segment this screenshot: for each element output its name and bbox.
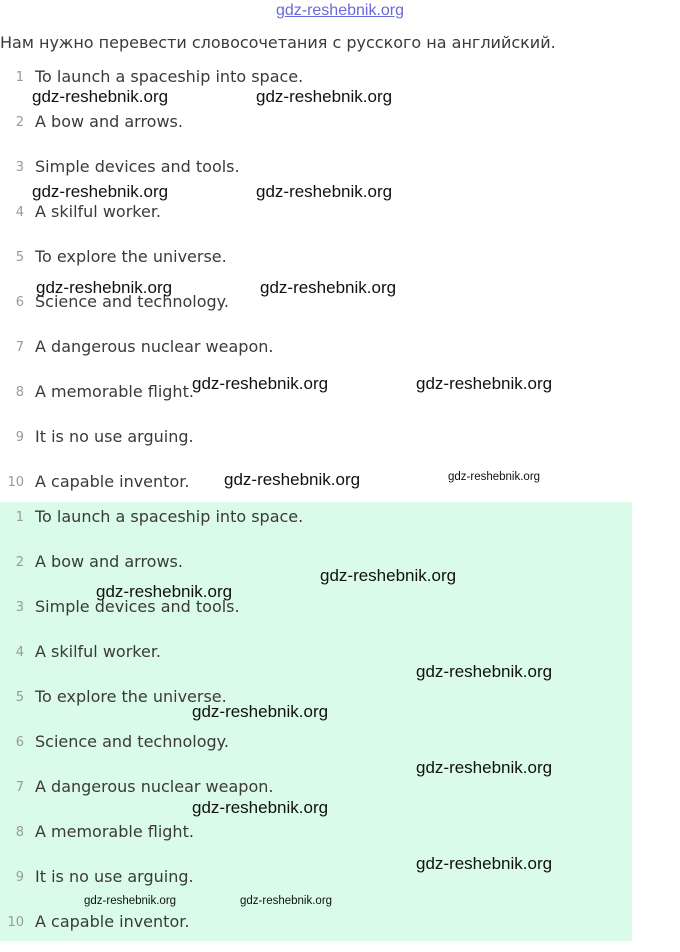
item-text: It is no use arguing. [35, 867, 194, 886]
watermark-text: gdz-reshebnik.org [32, 182, 169, 201]
item-text: A skilful worker. [35, 642, 162, 661]
item-number: 6 [15, 295, 24, 310]
item-text: Simple devices and tools. [35, 597, 240, 616]
item-number: 4 [15, 645, 24, 660]
item-text: Science and technology. [35, 732, 229, 751]
watermark-text: gdz-reshebnik.org [96, 582, 233, 601]
item-text: A bow and arrows. [35, 112, 183, 131]
item-text: Science and technology. [35, 292, 229, 311]
item-text: A bow and arrows. [35, 552, 183, 571]
watermark-text: gdz-reshebnik.org [260, 278, 397, 297]
list-item [0, 547, 632, 592]
item-number: 5 [15, 690, 24, 705]
item-number: 2 [15, 115, 24, 130]
item-text: It is no use arguing. [35, 427, 194, 446]
item-text: A dangerous nuclear weapon. [35, 337, 274, 356]
item-text: A memorable flight. [35, 382, 194, 401]
item-number: 1 [15, 70, 24, 85]
item-number: 10 [7, 475, 24, 490]
watermark-text: gdz-reshebnik.org [36, 278, 173, 297]
item-text: To explore the universe. [35, 687, 227, 706]
intro-text: Нам нужно перевести словосочетания с русского на английский. [0, 33, 556, 52]
watermark-text: gdz-reshebnik.org [416, 662, 553, 681]
list-item [0, 592, 632, 637]
item-text: Simple devices and tools. [35, 157, 240, 176]
watermark-text: gdz-reshebnik.org [416, 758, 553, 777]
item-number: 3 [15, 160, 24, 175]
watermark-text: gdz-reshebnik.org [32, 87, 169, 106]
watermark-text: gdz-reshebnik.org [192, 798, 329, 817]
list-item [0, 332, 632, 377]
watermark-text: gdz-reshebnik.org [256, 182, 393, 201]
item-number: 9 [15, 870, 24, 885]
item-number: 2 [15, 555, 24, 570]
watermark-text: gdz-reshebnik.org [416, 374, 553, 393]
watermark-text: gdz-reshebnik.org [240, 895, 333, 907]
item-text: A capable inventor. [35, 912, 190, 931]
item-number: 7 [15, 340, 24, 355]
watermark-text: gdz-reshebnik.org [224, 470, 361, 489]
item-text: A capable inventor. [35, 472, 190, 491]
item-number: 7 [15, 780, 24, 795]
item-number: 4 [15, 205, 24, 220]
item-number: 9 [15, 430, 24, 445]
site-header-link[interactable]: gdz-reshebnik.org [275, 2, 405, 19]
list-item [0, 502, 632, 547]
watermark-text: gdz-reshebnik.org [320, 566, 457, 585]
item-text: To launch a spaceship into space. [35, 67, 304, 86]
list-item [0, 107, 632, 152]
item-number: 8 [15, 825, 24, 840]
item-number: 8 [15, 385, 24, 400]
item-number: 3 [15, 600, 24, 615]
item-number: 6 [15, 735, 24, 750]
item-text: A skilful worker. [35, 202, 162, 221]
list-item [0, 422, 632, 467]
watermark-text: gdz-reshebnik.org [416, 854, 553, 873]
item-number: 10 [7, 915, 24, 930]
watermark-text: gdz-reshebnik.org [448, 471, 541, 483]
watermark-text: gdz-reshebnik.org [84, 895, 177, 907]
item-text: A dangerous nuclear weapon. [35, 777, 274, 796]
item-text: To explore the universe. [35, 247, 227, 266]
watermark-text: gdz-reshebnik.org [192, 374, 329, 393]
item-text: To launch a spaceship into space. [35, 507, 304, 526]
list-item [0, 197, 632, 242]
item-number: 1 [15, 510, 24, 525]
watermark-text: gdz-reshebnik.org [256, 87, 393, 106]
item-text: A memorable flight. [35, 822, 194, 841]
item-number: 5 [15, 250, 24, 265]
watermark-text: gdz-reshebnik.org [192, 702, 329, 721]
list-item [0, 907, 632, 952]
